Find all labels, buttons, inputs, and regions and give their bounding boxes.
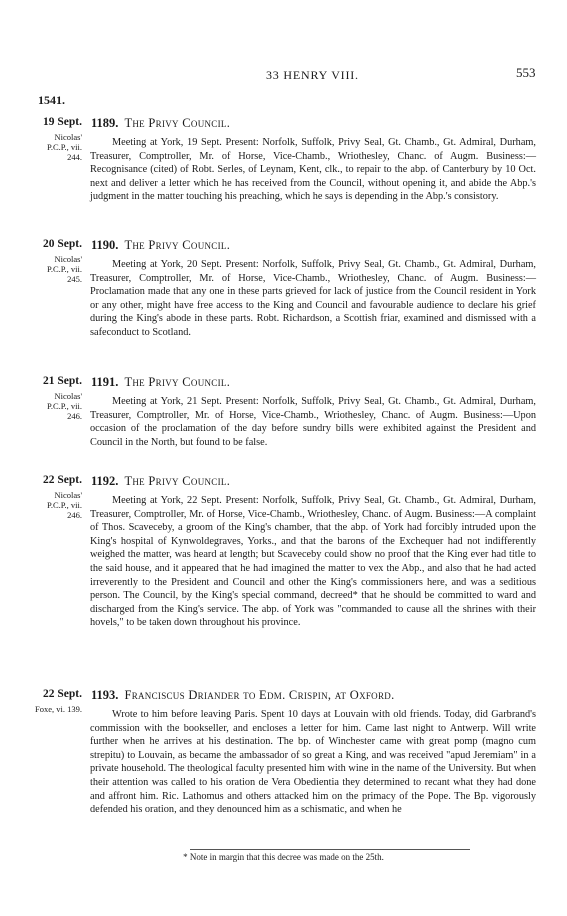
entry-heading [91,116,230,131]
running-head [0,65,567,84]
entry-title: The Privy Council. [124,238,231,252]
entry-source: Nicolas' P.C.P., vii. 245. [47,254,82,284]
margin-note [20,238,82,284]
year-label: 1541. [38,93,65,107]
entry-text: Meeting at York, 21 Sept. Present: Norfolk, Suffolk, Privy Seal, Gt. Chamb., Gt. Admiral, Durham, Treasurer, Comptroller, Mr. of Horse, Vice-Chamb., Wriothesley, Chanc. of Augm. Business:—Upon occasion of the proclamation of the day before sundry bills were exhibited against the President and Council in the North, but found to be false. [90,396,536,448]
entry-title: The Privy Council. [124,116,231,130]
entry-source: Nicolas' P.C.P., vii. 244. [47,132,82,162]
entry-title: Franciscus Driander to Edm. Crispin, at Oxford. [124,688,395,702]
margin-note [20,375,82,421]
entry-date: 19 Sept. [43,116,82,128]
entry-source: Foxe, vi. 139. [35,704,82,714]
entry-date: 21 Sept. [43,375,82,387]
entry-text: Wrote to him before leaving Paris. Spent 10 days at Louvain with old friends. Today, did Garbrand's commission with the bookseller, and encloses a letter for him. Came last night to Antwerp. Will write further when he arrives at his destination. The bp. of Winchester came with great pomp (magno cum strepitu) to Louvain, as became the ambassador of so great a King, and was received "apud Jeremiam" in a private household. The theological faculty presented him with wine in the name of the University. But when their attention was called to his oration de Vera Obedientia they determined to recant what they had done and affront him. Ric. Lathomus and others attacked him on the primacy of the Pope. The Bp. vigorously defended his oration, and they denounced him as a schismatic, and when he [90,709,536,816]
entry-number: 1193. [91,688,119,702]
margin-note [20,116,82,162]
entry-date: 22 Sept. [43,688,82,700]
footnote-divider [190,849,470,850]
entry-source: Nicolas' P.C.P., vii. 246. [47,391,82,421]
entry-number: 1190. [91,238,119,252]
entry-title: The Privy Council. [124,375,231,389]
entry-number: 1192. [91,474,119,488]
margin-note [20,688,82,714]
running-head-title: 33 HENRY VIII. [266,68,359,82]
page-number: 553 [516,65,536,80]
entry-date: 20 Sept. [43,238,82,250]
entry-heading [91,688,395,703]
entry-text: Meeting at York, 22 Sept. Present: Norfolk, Suffolk, Privy Seal, Gt. Chamb., Gt. Admiral, Durham, Treasurer, Comptroller, Mr. of Horse, Vice-Chamb., Wriothesley, Chanc. of Augm. Business:—A complaint of Thos. Scaveceby, a groom of the King's chamber, that the abp. of York had forcibly intruded upon the King's hospital of Kynwoldegraves, Yorks., and that the barons of the Exchequer had not indifferently weighed the matter, was heard at length; but Scaveceby could show no proof that the King ever had title to the said house, and it appeared that he had imagined the matter to vex the Abp., and also that he had acted irreverently to the President and Council and other the King's commissioners here, and was a seditious person. The Council, by the King's special command, decreed* that he should be committed to ward and discharged from the King's service. The abp. of York was "commanded to cause all the shrines with their hovels," to be taken down throughout his province. [90,495,536,629]
entry-number: 1191. [91,375,119,389]
entry-source: Nicolas' P.C.P., vii. 246. [47,490,82,520]
footnote: * Note in margin that this decree was made on the 25th. [183,852,384,862]
entry-heading [91,474,230,489]
entry-text: Meeting at York, 20 Sept. Present: Norfolk, Suffolk, Privy Seal, Gt. Chamb., Gt. Admiral, Durham, Treasurer, Comptroller, Mr. of Horse, Vice-Chamb., Wriothesley, Chanc. of Augm. Business:— Proclamation made that any one in these parts grieved for lack of justice from the Council resident in York or any other, might have free access to the King and Council and favourable audience to declare his grief during the King's abode in these parts. Robt. Richardson, a Scottish friar, examined and dismissed with a safeconduct to Scotland. [90,259,536,338]
entry-text: Meeting at York, 19 Sept. Present: Norfolk, Suffolk, Privy Seal, Gt. Chamb., Gt. Admiral, Durham, Treasurer, Comptroller, Mr. of Horse, Vice-Chamb., Wriothesley, Chanc. of Augm. Business:—Recognisance (cited) of Robt. Serles, of Leynam, Kent, clk., to repair to the abp. of Canterbury by 10 Oct. next and deliver a letter which he has received from the Council, without opening it, and abide the Abp.'s judgment in the matter touching his preaching, which he says is depending in the Abp.'s consistory. [90,137,536,203]
entry-heading [91,238,230,253]
entry-date: 22 Sept. [43,474,82,486]
entry-heading [91,375,230,390]
entry-title: The Privy Council. [124,474,231,488]
entry-number: 1189. [91,116,119,130]
margin-note [20,474,82,520]
